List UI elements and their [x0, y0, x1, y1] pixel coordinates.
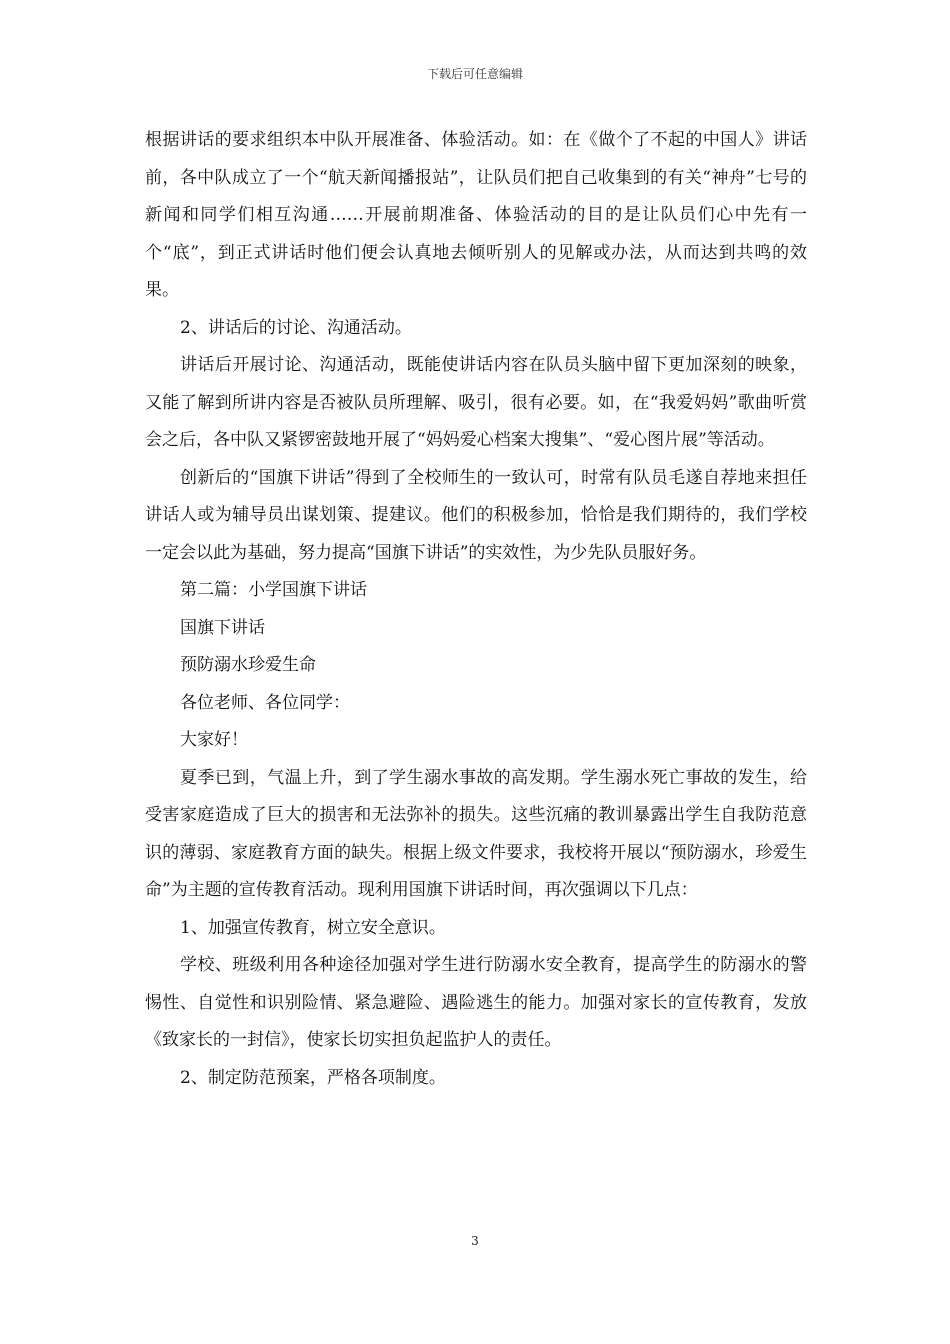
- point-heading-1: 1、加强宣传教育，树立安全意识。: [180, 917, 446, 938]
- paragraph-summary: 创新后的“国旗下讲话”得到了全校师生的一致认可，时常有队员毛遂自荐地来担任讲话人或为辅导员出谋划策、提建议。他们的积极参加，恰恰是我们期待的，我们学校一定会以此为基础，努力提高“国旗下讲话”的实效性，为少先队员服好务。: [145, 467, 807, 563]
- paragraph-point-1: 学校、班级利用各种途径加强对学生进行防溺水安全教育，提高学生的防溺水的警惕性、自觉性和识别险情、紧急避险、遇险逃生的能力。加强对家长的宣传教育，发放《致家长的一封信》，使家长切实担负起监护人的责任。: [145, 955, 807, 1050]
- salutation: 各位老师、各位同学：: [180, 692, 350, 713]
- greeting: 大家好！: [180, 730, 248, 750]
- speech-subtitle: 预防溺水珍爱生命: [180, 655, 316, 675]
- section-heading-discussion: 2、讲话后的讨论、沟通活动。: [180, 317, 412, 338]
- page-number: 3: [471, 1234, 479, 1248]
- page-header: 下载后可任意编辑: [426, 67, 523, 81]
- paragraph-continuation: 根据讲话的要求组织本中队开展准备、体验活动。如：在《做个了不起的中国人》讲话前，各中队成立了一个“航天新闻播报站”，让队员们把自己收集到的有关“神舟”七号的新闻和同学们相互沟通……开展前期准备、体验活动的目的是让队员们心中先有一个“底”，到正式讲话时他们便会认真地去倾听别人的见解或办法，从而达到共鸣的效果。: [145, 130, 807, 300]
- paragraph-intro: 夏季已到，气温上升，到了学生溺水事故的高发期。学生溺水死亡事故的发生，给受害家庭造成了巨大的损害和无法弥补的损失。这些沉痛的教训暴露出学生自我防范意识的薄弱、家庭教育方面的缺失。根据上级文件要求，我校将开展以“预防溺水，珍爱生命”为主题的宣传教育活动。现利用国旗下讲话时间，再次强调以下几点：: [145, 767, 807, 900]
- paragraph-discussion: 讲话后开展讨论、沟通活动，既能使讲话内容在队员头脑中留下更加深刻的映象，又能了解到所讲内容是否被队员所理解、吸引，很有必要。如，在“我爱妈妈”歌曲听赏会之后，各中队又紧锣密鼓地开展了“妈妈爱心档案大搜集”、“爱心图片展”等活动。: [145, 355, 807, 450]
- point-heading-2: 2、制定防范预案，严格各项制度。: [180, 1067, 446, 1088]
- chapter-title: 第二篇：小学国旗下讲话: [180, 580, 367, 600]
- speech-title: 国旗下讲话: [180, 617, 265, 638]
- document-body: [145, 122, 807, 1097]
